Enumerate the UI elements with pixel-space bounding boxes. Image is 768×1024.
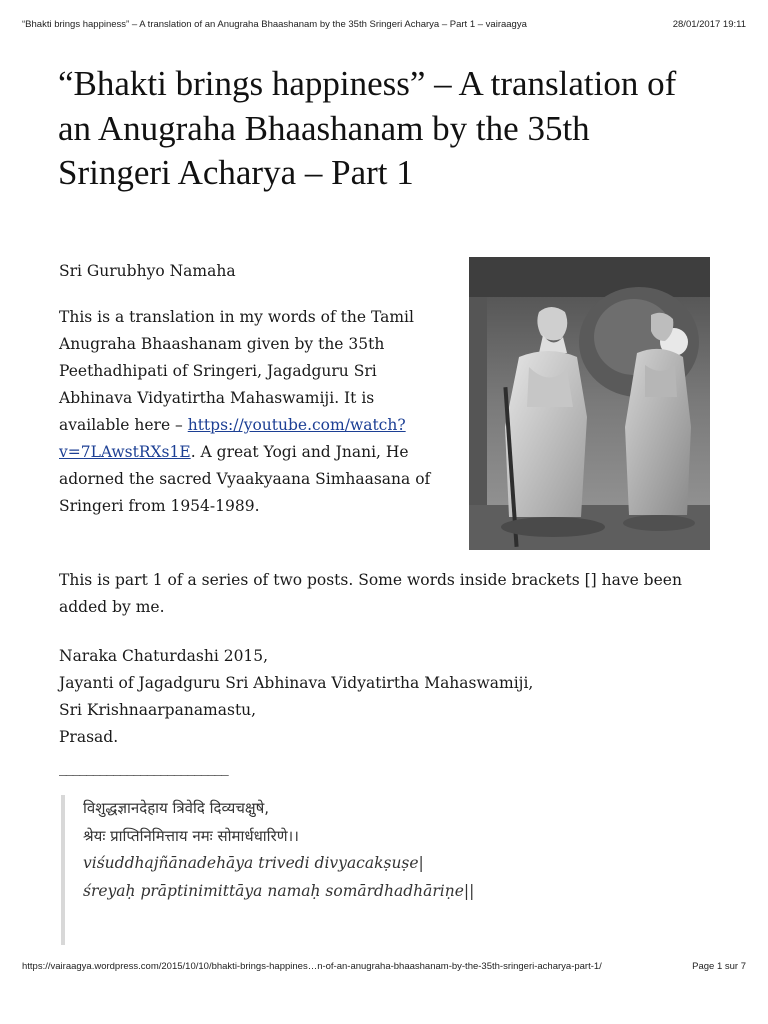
intro-text-before-link: This is a translation in my words of the Tamil Anugraha Bhaashanam given by the 35th Peethadhipati of Sringeri, Jagadguru Sri Abhinava Vidyatirtha Mahaswamiji. It is available here – (59, 308, 414, 434)
verse-line-transliteration: viśuddhajñānadehāya trivedi divyacakṣuṣe| (83, 854, 424, 872)
print-header (22, 19, 746, 30)
intro-text-after-link: . A great Yogi and Jnani, He adorned the sacred Vyaakyaana Simhaasana of Sringeri from 1954-1989. (59, 443, 431, 515)
youtube-link[interactable]: https://youtube.com/watch?v=7LAwstRXs1E (59, 416, 406, 461)
print-footer (22, 961, 746, 972)
print-footer-url: https://vairaagya.wordpress.com/2015/10/10/bhakti-brings-happines…n-of-an-anugraha-bhaashanam-by-the-35th-sringeri-acharya-part-1/ (22, 961, 602, 972)
signoff-block (59, 643, 719, 751)
signoff-line: Prasad. (59, 728, 119, 746)
acharya-photo (469, 257, 710, 550)
print-footer-page-number: Page 1 sur 7 (692, 961, 746, 972)
verse-line-devanagari: विशुद्धज्ञानदेहाय त्रिवेदि दिव्यचक्षुषे, (83, 799, 270, 817)
print-header-datetime: 28/01/2017 19:11 (672, 19, 746, 30)
verse-quote (61, 795, 701, 945)
signoff-line: Jayanti of Jagadguru Sri Abhinava Vidyatirtha Mahaswamiji, (59, 674, 534, 692)
series-note: This is part 1 of a series of two posts. Some words inside brackets [] have been added by me. (59, 571, 682, 616)
verse-line-transliteration: śreyaḥ prāptinimittāya namaḥ somārdhadhāriṇe|| (83, 881, 475, 900)
article-title: “Bhakti brings happiness” – A translation of an Anugraha Bhaashanam by the 35th Sringeri Acharya – Part 1 (58, 64, 677, 192)
print-header-title: “Bhakti brings happiness” – A translation of an Anugraha Bhaashanam by the 35th Sringeri Acharya – Part 1 – vairaagya (22, 19, 527, 30)
signoff-line: Sri Krishnaarpanamastu, (59, 701, 257, 719)
separator-line: _________________________ (59, 758, 228, 776)
intro-paragraph (59, 304, 449, 520)
salutation: Sri Gurubhyo Namaha (59, 262, 236, 280)
signoff-line: Naraka Chaturdashi 2015, (59, 647, 269, 665)
verse-line-devanagari: श्रेयः प्राप्तिनिमित्ताय नमः सोमार्धधारिणे।। (83, 826, 299, 845)
